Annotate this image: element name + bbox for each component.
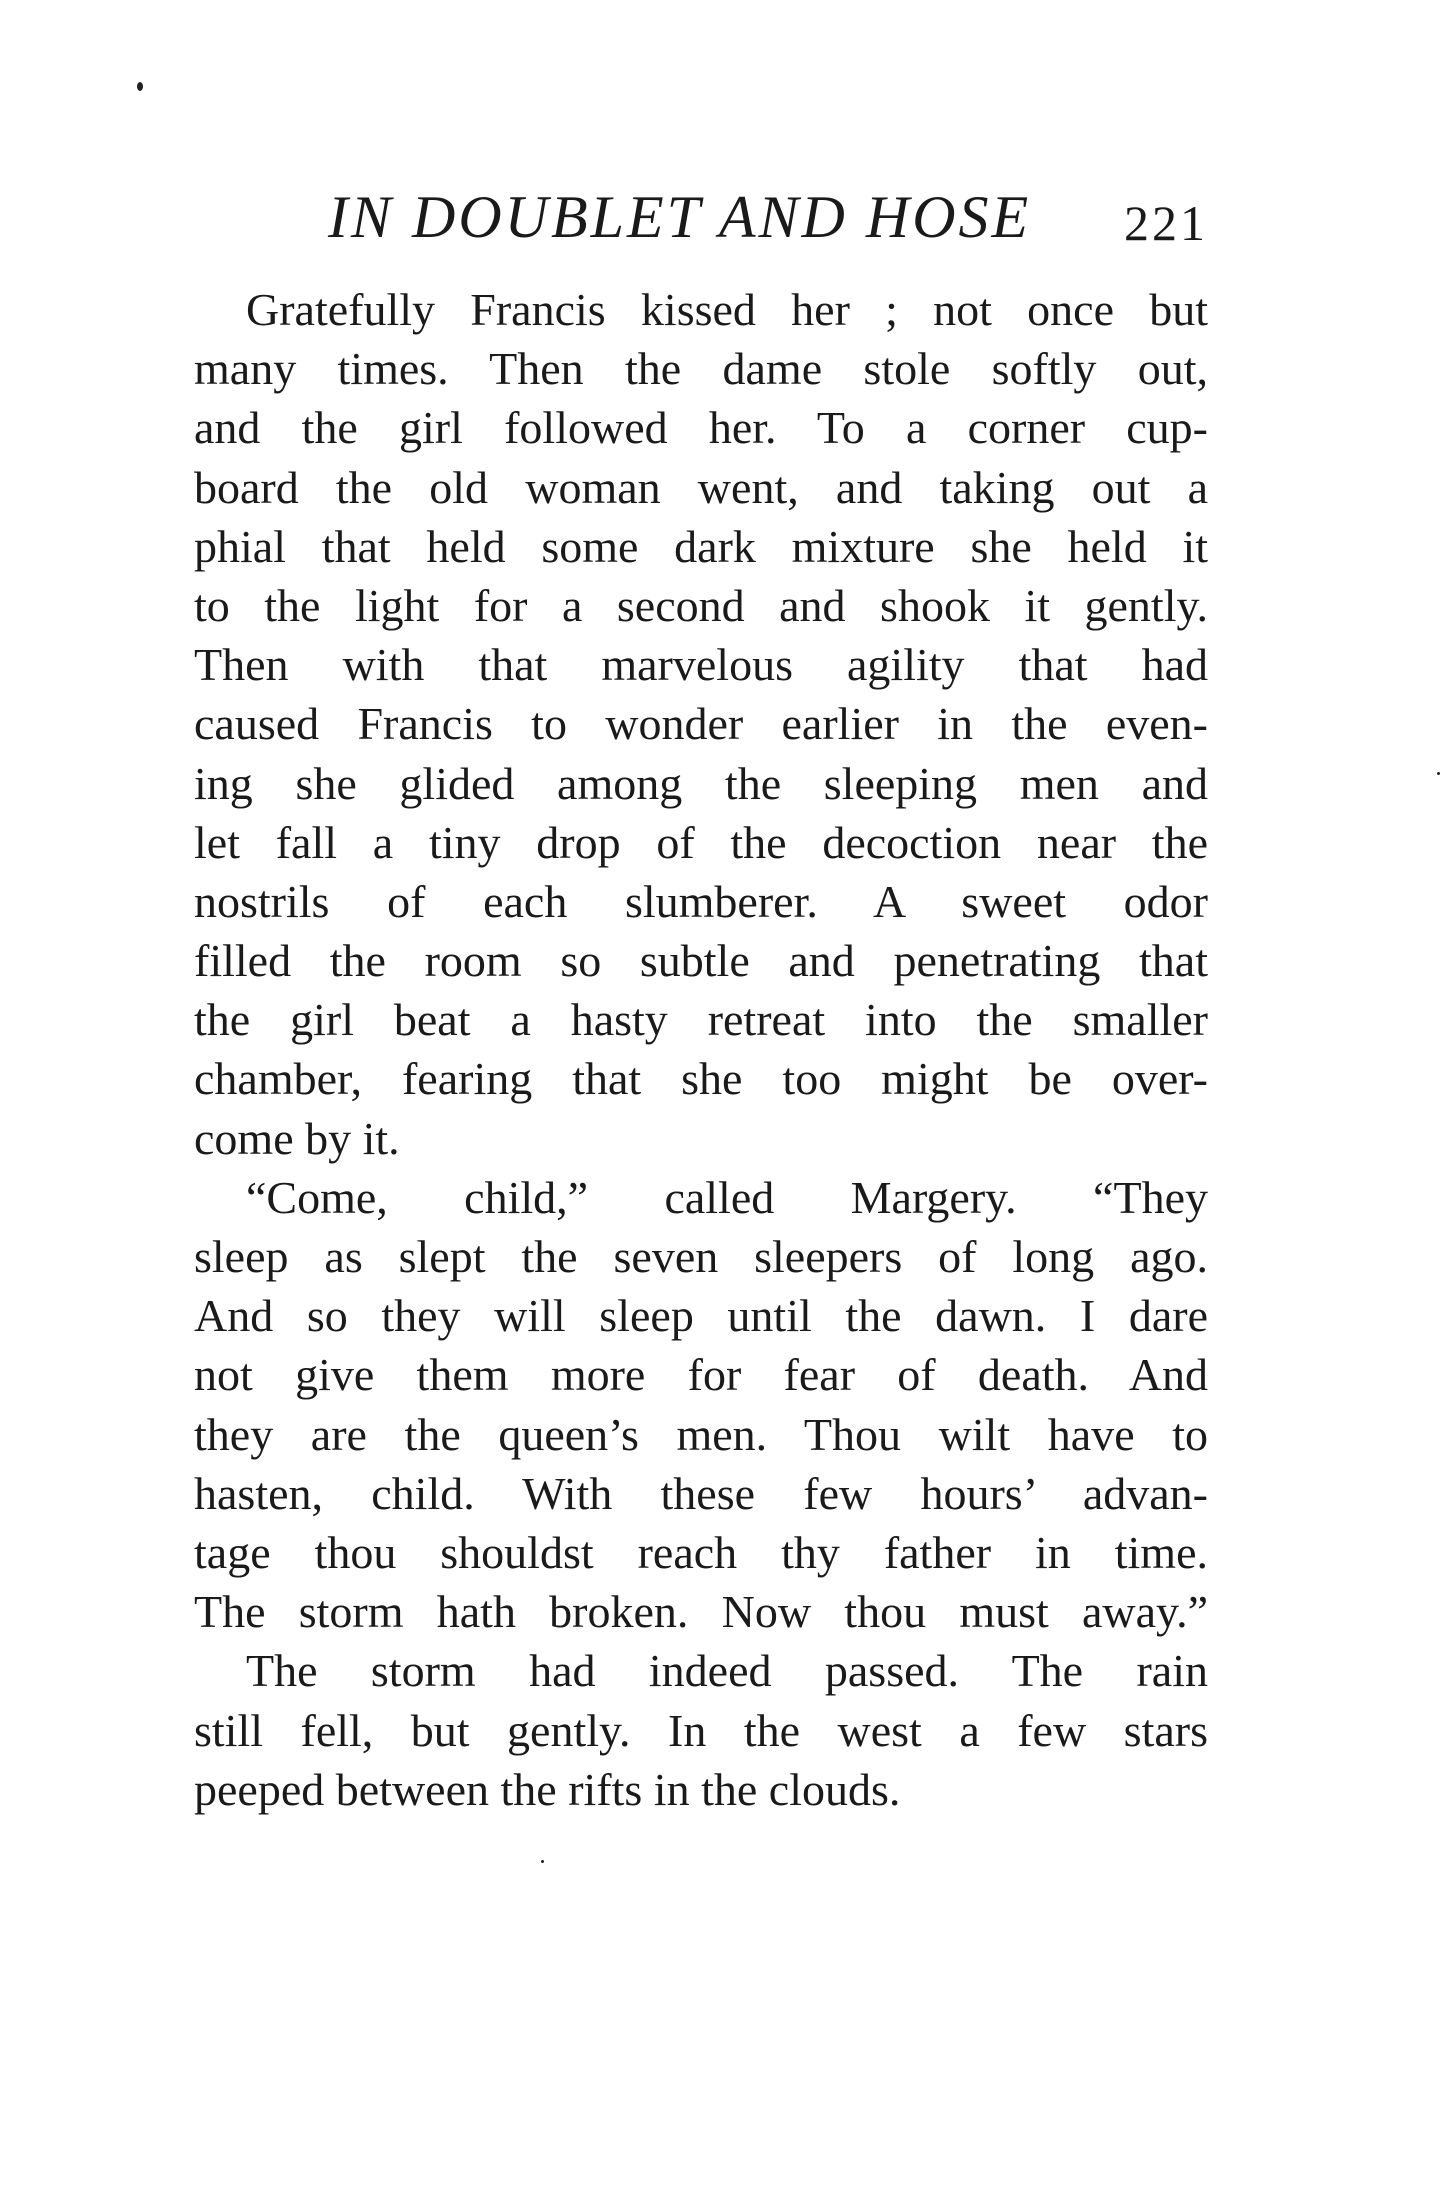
text-line: and the girl followed her. To a corner cup- xyxy=(194,402,1208,454)
text-line: the girl beat a hasty retreat into the smaller xyxy=(194,994,1208,1046)
ink-speck xyxy=(137,82,143,91)
text-line: chamber, fearing that she too might be over- xyxy=(194,1053,1208,1105)
body-text xyxy=(194,280,1208,1819)
page-number: 221 xyxy=(1124,195,1208,251)
text-line: Gratefully Francis kissed her ; not once but xyxy=(246,284,1208,335)
text-line: ing she glided among the sleeping men and xyxy=(194,757,1208,809)
text-line: hasten, child. With these few hours’ advan- xyxy=(194,1467,1208,1519)
text-line: “Come, child,” called Margery. “They xyxy=(246,1171,1208,1223)
ink-speck xyxy=(541,1860,544,1863)
text-line: still fell, but gently. In the west a few stars xyxy=(194,1704,1208,1756)
text-line: board the old woman went, and taking out a xyxy=(194,461,1208,513)
text-line: come by it. xyxy=(194,1112,400,1164)
text-line: And so they will sleep until the dawn. I dare xyxy=(194,1290,1208,1342)
running-head xyxy=(328,182,1208,252)
text-line: tage thou shouldst reach thy father in time. xyxy=(194,1526,1208,1578)
text-line: they are the queen’s men. Thou wilt have to xyxy=(194,1408,1208,1460)
text-line: filled the room so subtle and penetrating that xyxy=(194,935,1208,987)
running-title: IN DOUBLET AND HOSE xyxy=(328,184,1032,250)
text-line: let fall a tiny drop of the decoction near the xyxy=(194,816,1208,868)
ink-speck xyxy=(1437,772,1440,775)
text-line: peeped between the rifts in the clouds. xyxy=(194,1763,901,1815)
text-line: Then with that marvelous agility that had xyxy=(194,639,1208,691)
text-line: to the light for a second and shook it gently. xyxy=(194,579,1208,631)
text-line: phial that held some dark mixture she held it xyxy=(194,520,1208,572)
text-line: sleep as slept the seven sleepers of long ago. xyxy=(194,1231,1208,1282)
text-line: not give them more for fear of death. And xyxy=(194,1349,1208,1401)
text-line: The storm had indeed passed. The rain xyxy=(246,1645,1208,1697)
text-line: many times. Then the dame stole softly out, xyxy=(194,343,1208,395)
text-line: The storm hath broken. Now thou must away.” xyxy=(194,1586,1208,1638)
text-line: nostrils of each slumberer. A sweet odor xyxy=(194,875,1208,927)
text-line: caused Francis to wonder earlier in the even- xyxy=(194,698,1208,750)
